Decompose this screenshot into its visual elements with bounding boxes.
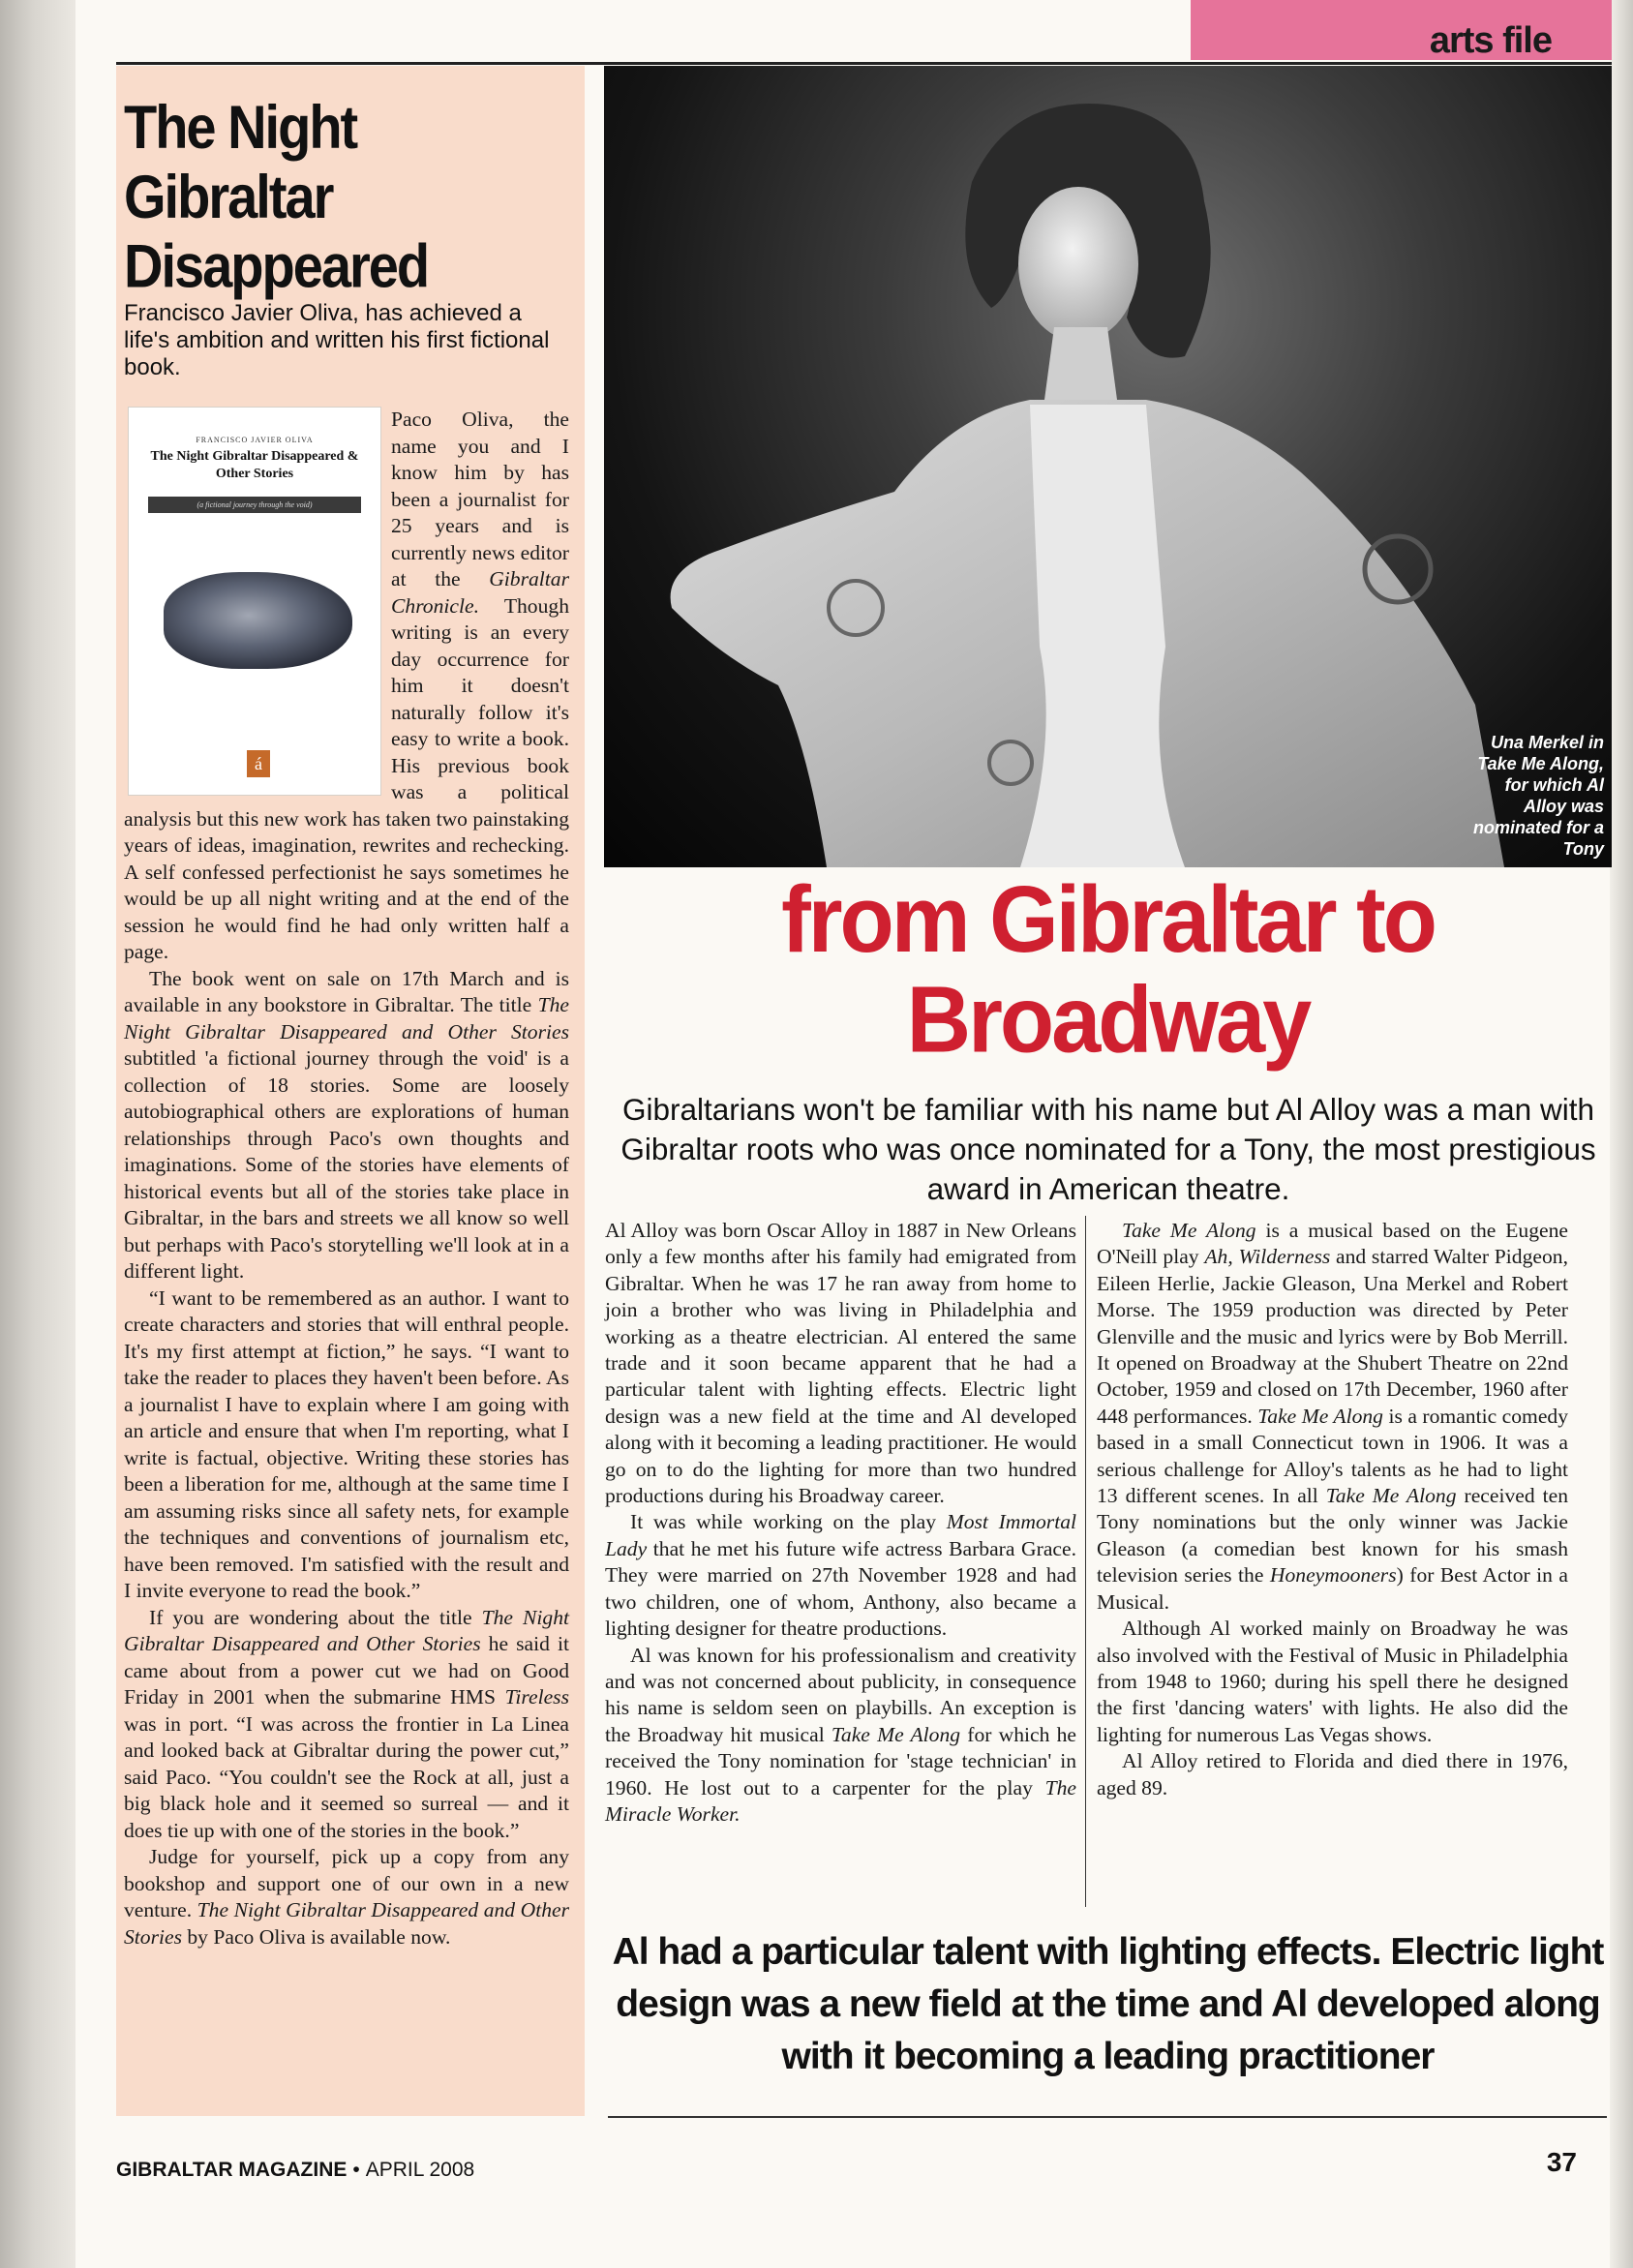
footer-credit	[116, 2159, 474, 2182]
book-cover-author: FRANCISCO JAVIER OLIVA	[196, 436, 314, 444]
book-cover-title: The Night Gibraltar Disappeared & Other Stories	[150, 449, 359, 481]
article-standfirst: Gibraltarians won't be familiar with his name but Al Alloy was a man with Gibraltar roots who was once nominated for a Tony, the most prestigious award in American theatre.	[620, 1092, 1596, 1206]
page-edge-shadow	[1610, 0, 1633, 2268]
publisher-logo: á	[247, 750, 270, 777]
article-paragraph: Al Alloy was born Oscar Alloy in 1887 in New Orleans only a few months after his family had emigrated from Gibraltar. When he was 17 he ran away from home to join a brother who was living in Philadelphia and working as a theatre electrician. Al entered the same trade and it soon became apparent that he had a particular talent with lighting effects. Electric light design was a new field at the time and Al developed along with it becoming a leading practitioner. He would go on to do the lighting for more than two hundred productions during his Broadway career.	[605, 1219, 1076, 1508]
article-column-2	[1097, 1218, 1568, 1801]
sidebar-paragraph: Paco Oliva, the name you and I know him by has been a journalist for 25 years and is currently news editor at the Gibraltar Chronicle. Though writing is an every day occurrence for him it doesn't naturally follow it's easy to write a book. His previous book was a political analysis but this new work has taken two painstaking years of ideas, imagination, rewrites and rechecking. A self confessed perfectionist he says sometimes he would be up all night writing and at the end of the session he would find he had only written half a page.	[124, 408, 569, 963]
section-tab: arts file	[1191, 0, 1612, 60]
page-number: 37	[1546, 2147, 1577, 2177]
sidebar-body	[124, 407, 569, 1950]
column-divider	[1085, 1216, 1086, 1907]
sidebar-paragraph: The book went on sale on 17th March and is available in any bookstore in Gibraltar. The title The Night Gibraltar Disappeared and Other Stories subtitled 'a fictional journey through the void' is a collection of 18 stories. Some are loosely autobiographical others are explorations of human relationships through Paco's own thoughts and imaginations. Some of the stories have elements of historical events but all of the stories take place in Gibraltar, in the bars and streets we all know so well but perhaps with Paco's storytelling we'll look at in a different light.	[124, 966, 569, 1283]
book-cover-subtitle: (a fictional journey through the void)	[148, 497, 361, 513]
book-cover-image	[128, 407, 381, 796]
sidebar-box	[116, 66, 585, 2116]
article-column-1	[605, 1218, 1076, 1828]
sidebar-paragraph: “I want to be remembered as an author. I want to create characters and stories that will enthral people. It's my first attempt at fiction,” he says. “I want to take the reader to places they haven't been before. As a journalist I have to explain where I am going with an article and ensure that when I'm reporting, what I write is factual, objective. Writing these stories has been a liberation for me, although at the same time I am assuming risks since all safety nets, for example the techniques and conventions of journalism etc, have been removed. I'm satisfied with the result and I invite everyone to read the book.”	[124, 1285, 569, 1602]
article-paragraph: Although Al worked mainly on Broadway he was also involved with the Festival of Music in Philadelphia from 1948 to 1960; during his spell there he designed the first 'dancing waters' with lights. He also did the lighting for numerous Las Vegas shows.	[1097, 1617, 1568, 1746]
article-headline-line2: Broadway	[906, 967, 1310, 1073]
top-rule	[116, 62, 1612, 65]
sidebar-paragraph: If you are wondering about the title The Night Gibraltar Disappeared and Other Stories he said it came about from a power cut we had on Good Friday in 2001 when the submarine HMS Tireless was in port. “I was across the frontier in La Linea and looked back at Gibraltar during the power cut,” said Paco. “You couldn't see the Rock at all, just a big black hole and it seemed so surreal — and it does tie up with one of the stories in the book.”	[124, 1605, 569, 1842]
article-paragraph: Al Alloy retired to Florida and died there in 1976, aged 89.	[1097, 1749, 1568, 1799]
sidebar-standfirst: Francisco Javier Oliva, has achieved a life's ambition and written his first fictional book.	[124, 300, 550, 380]
hero-photo	[604, 66, 1612, 867]
article-headline-line1: from Gibraltar to	[781, 866, 1435, 972]
article-paragraph: Take Me Along is a musical based on the Eugene O'Neill play Ah, Wilderness and starred Walter Pidgeon, Eileen Herlie, Jackie Gleason, Una Merkel and Robert Morse. The 1959 production was directed by Peter Glenville and the music and lyrics were by Bob Merrill. It opened on Broadway at the Shubert Theatre on 22nd October, 1959 and closed on 17th December, 1960 after 448 performances. Take Me Along is a romantic comedy based in a small Connecticut town in 1906. It was a serious challenge for Alloy's talents as he had to light 13 different scenes. In all Take Me Along received ten Tony nominations but the only winner was Jackie Gleason (a comedian best known for his smash television series the Honeymooners) for Best Actor in a Musical.	[1097, 1219, 1568, 1614]
page-binding-shadow	[0, 0, 76, 2268]
sidebar-paragraph: Judge for yourself, pick up a copy from any bookshop and support one of our own in a new venture. The Night Gibraltar Disappeared and Other Stories by Paco Oliva is available now.	[124, 1845, 569, 1949]
article-paragraph: It was while working on the play Most Immortal Lady that he met his future wife actress Barbara Grace. They were married on 27th November 1928 and had two children, one of whom, Anthony, also became a lighting designer for theatre productions.	[605, 1510, 1076, 1641]
book-cover-photo	[164, 572, 352, 669]
photo-caption: Una Merkel in Take Me Along, for which Al Alloy was nominated for a Tony	[1472, 733, 1604, 859]
footer-issue: APRIL 2008	[365, 2159, 475, 2181]
article-paragraph: Al was known for his professionalism and creativity and was not concerned about publicity, in consequence his name is seldom seen on playbills. An exception is the Broadway hit musical Take Me Along for which he received the Tony nomination for 'stage technician' in 1960. He lost out to a carpenter for the play The Miracle Worker.	[605, 1643, 1076, 1826]
article-headline	[604, 866, 1612, 1073]
footer-magazine-name: GIBRALTAR MAGAZINE	[116, 2159, 348, 2181]
sidebar-title: The Night Gibraltar Disappeared	[124, 93, 429, 300]
bottom-rule	[608, 2116, 1607, 2118]
footer-separator: •	[352, 2159, 360, 2181]
pull-quote: Al had a particular talent with lighting effects. Electric light design was a new field at the time and Al developed along with it becoming a leading practitioner	[612, 1931, 1604, 2077]
